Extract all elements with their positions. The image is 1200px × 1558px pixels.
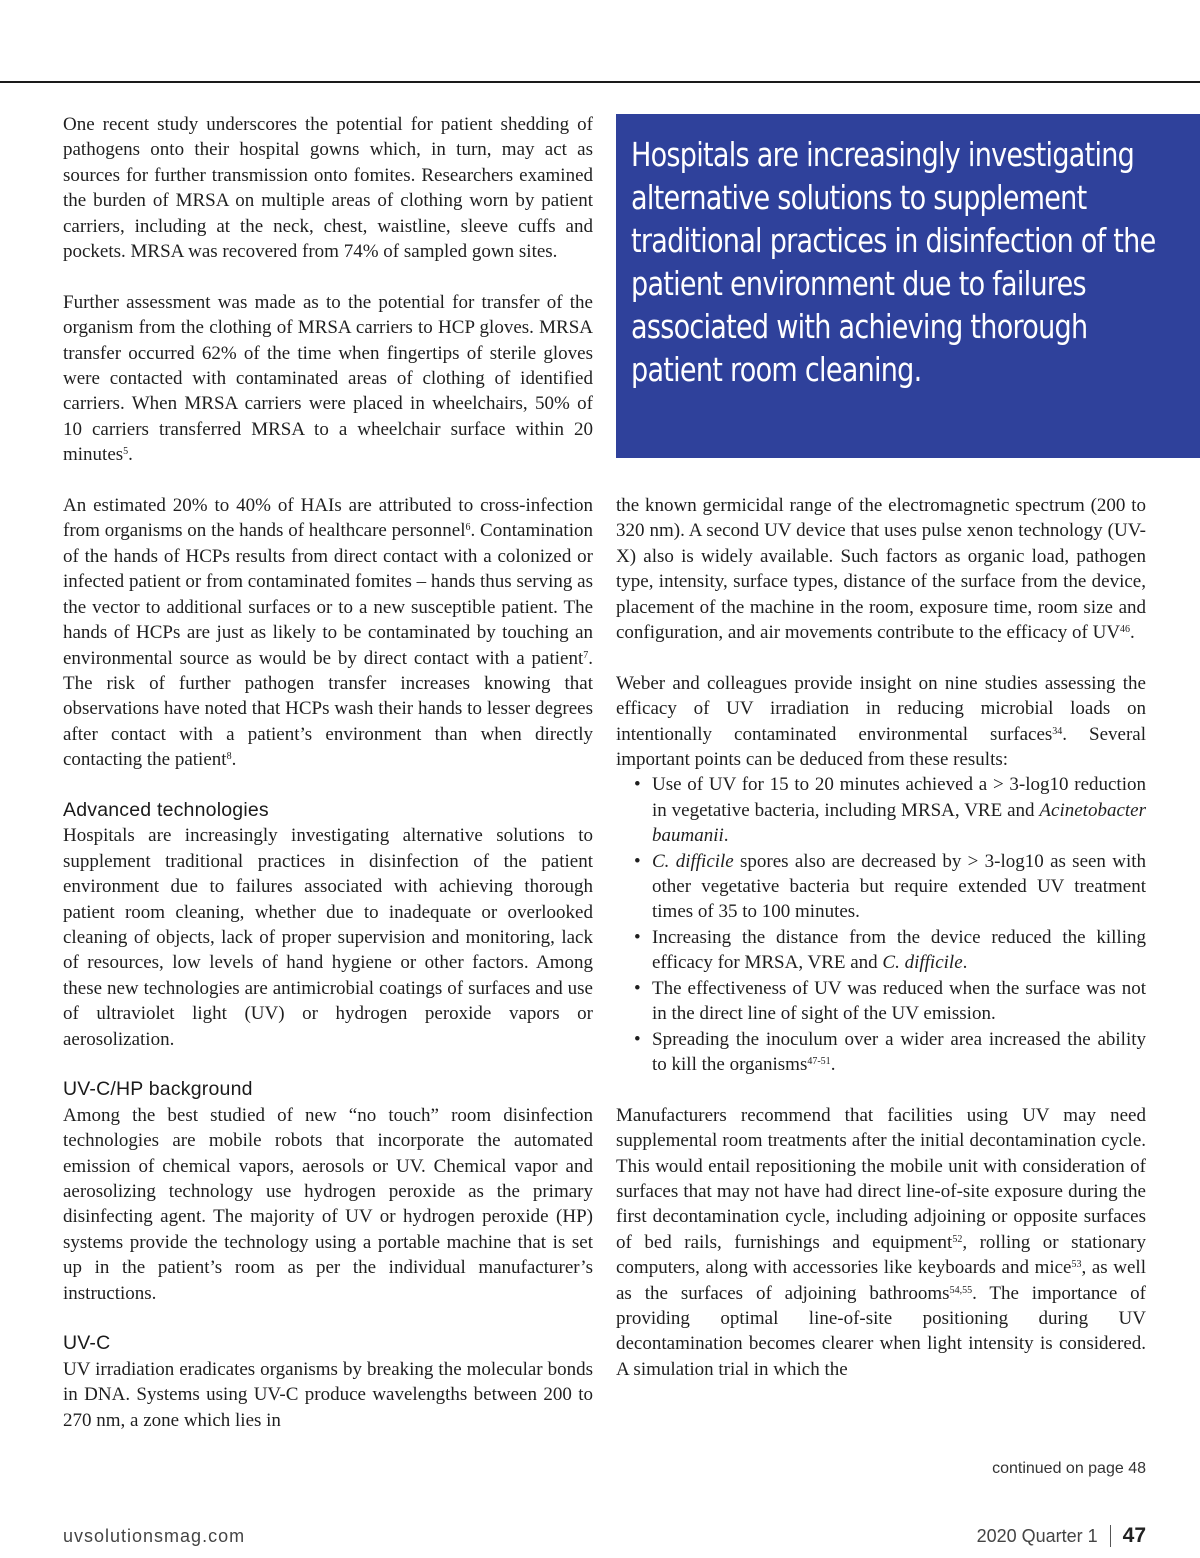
continued-note: continued on page 48 [992,1460,1146,1477]
paragraph-text: Hospitals are increasingly investigating alternative solutions to supplement traditional practices in disinfection of the patient environment due to failures associated with achieving thorough patient room cleaning, whether due to inadequate or overlooked cleaning of objects, lack of proper supervision and monitoring, lack of resources, low levels of hand hygiene or other factors. Among these new technologies are antimicrobial coatings of surfaces and use of ultraviolet light (UV) or hydrogen peroxide vapors or aerosolization. [63,825,593,1050]
paragraph [616,671,1146,773]
organism-name: C. difficile [652,850,734,872]
reference-number: 5 [123,446,129,458]
list-item: • C. difficile spores also are decreased by > 3-log10 as seen with other vegetative bacteria but require extended UV treatment times of 35 to 100 minutes. [616,849,1146,925]
list-item: • The effectiveness of UV was reduced when the surface was not in the direct line of sight of the UV emission. [616,976,1146,1027]
paragraph: the known germicidal range of the electromagnetic spectrum (200 to 320 nm). A second UV device that uses pulse xenon technology (UV-X) also is widely available. Such factors as organic load, pathogen type, intensity, surface types, distance of the surface from the device, placement of the machine in the room, exposure time, room size and configuration, and air movements contribute to the efficacy of UV$^{46}$. [616,495,1146,644]
pull-quote-text: Hospitals are increasingly investigating alternative solutions to supplement traditional practices in disinfection of the patient environment due to failures associated with achieving thorough patient room cleaning. [631,135,1156,389]
list-item: • Increasing the distance from the device reduced the killing efficacy for MRSA, VRE and C. difficile. [616,925,1146,976]
paragraph-text: Further assessment was made as to the potential for transfer of the organism from the clothing of MRSA carriers to HCP gloves. MRSA transfer occurred 62% of the time when fingertips of sterile gloves were contacted with contaminated areas of clothing of identified carriers. When MRSA carriers were placed in wheelchairs, 50% of 10 carriers transferred MRSA to a wheelchair surface within 20 minutes [63,291,593,466]
footer-site: uvsolutionsmag.com [63,1526,246,1546]
reference-number: 54,55 [949,1284,973,1296]
organism-name: Acinetobacter baumanii [652,799,1146,847]
paragraph-text: . Several important points can be deduced from these results: [616,723,1146,771]
paragraph [63,112,593,264]
findings-list [616,772,1146,1077]
reference-number: 47-51 [807,1055,831,1067]
top-rule [0,81,1200,83]
footer-separator [1110,1525,1111,1547]
page-number: 47 [1122,1524,1146,1547]
paragraph-text: Manufacturers recommend that facilities using UV may need supplemental room treatments after the initial decontamination cycle. This would entail repositioning the mobile unit with consideration of surfaces that may not have had direct line-of-site exposure during the first decontamination cycle, including adjoining or opposite surfaces of bed rails, furnishings and equipment [616,1104,1146,1253]
paragraph-text: . The risk of further pathogen transfer increases knowing that observations have noted that HCPs wash their hands to lesser degrees after contact with a patient’s environment than when directly contacting the patient [63,647,593,771]
footer-issue-info [977,1524,1146,1548]
paragraph [63,823,593,1052]
paragraph [63,1103,593,1306]
right-column [616,493,1146,1382]
paragraph: Further assessment was made as to the potential for transfer of the organism from the clothing of MRSA carriers to HCP gloves. MRSA transfer occurred 62% of the time when fingertips of sterile gloves were contacted with contaminated areas of clothing of identified carriers. When MRSA carriers were placed in wheelchairs, 50% of 10 carriers transferred MRSA to a wheelchair surface within 20 minutes$^5$. [63,291,593,466]
reference-number: 8 [226,751,232,763]
list-item: • Use of UV for 15 to 20 minutes achieved a > 3-log10 reduction in vegetative bacteria, including MRSA, VRE and Acinetobacter baumanii. [616,772,1146,848]
paragraph-text: the known germicidal range of the electromagnetic spectrum (200 to 320 nm). A second UV device that uses pulse xenon technology (UV-X) also is widely available. Such factors as organic load, pathogen type, intensity, surface types, distance of the surface from the device, placement of the machine in the room, exposure time, room size and configuration, and air movements contribute to the efficacy of UV [616,495,1146,644]
paragraph-text: Weber and colleagues provide insight on nine studies assessing the efficacy of UV irradiation in reducing microbial loads on intentionally contaminated environmental surfaces [616,672,1146,745]
paragraph-text: , rolling or stationary computers, along with accessories like keyboards and mice [616,1231,1146,1279]
section-heading: Advanced technologies [63,798,269,821]
paragraph-text: . Contamination of the hands of HCPs results from direct contact with a colonized or infected patient or from contaminated fomites – hands thus serving as the vector to additional surfaces or to a new susceptible patient. The hands of HCPs are just as likely to be contaminated by touching an environmental source as would be by direct contact with a patient [63,520,593,669]
pull-quote [616,114,1200,458]
paragraph-text: , as well as the surfaces of adjoining bathrooms [616,1257,1146,1304]
paragraph [616,1103,1146,1382]
reference-number: 6 [465,522,471,534]
reference-number: 46 [1120,624,1131,636]
reference-number: 52 [952,1233,963,1245]
paragraph-text: UV irradiation eradicates organisms by breaking the molecular bonds in DNA. Systems using UV-C produce wavelengths between 200 to 270 nm, a zone which lies in [63,1358,593,1431]
paragraph: An estimated 20% to 40% of HAIs are attributed to cross-infection from organisms on the hands of healthcare personnel$^6$. Contamination of the hands of HCPs results from direct contact with a colonized or infected patient or from contaminated fomites – hands thus serving as the vector to additional surfaces or to a new susceptible patient. The hands of HCPs are just as likely to be contaminated by touching an environmental source as would be by direct contact with a patient$^7$. The risk of further pathogen transfer increases knowing that observations have noted that HCPs wash their hands to lesser degrees after contact with a patient’s environment than when directly contacting the patient$^8$. [63,495,593,771]
paragraph-text: An estimated 20% to 40% of HAIs are attributed to cross-infection from organisms on the hands of healthcare personnel [63,495,593,542]
reference-number: 34 [1052,725,1063,737]
organism-name: C. difficile [882,952,963,974]
paragraph-text: Among the best studied of new “no touch” room disinfection technologies are mobile robots that incorporate the automated emission of chemical vapors, aerosols or UV. Chemical vapor and aerosolizing technology use hydrogen peroxide as the primary disinfecting agent. The majority of UV or hydrogen peroxide (HP) systems provide the technology using a portable machine that is set up in the patient’s room as per the individual manufacturer’s instructions. [63,1104,593,1304]
reference-number: 53 [1071,1259,1082,1271]
paragraph [63,1357,593,1433]
list-item: • Spreading the inoculum over a wider area increased the ability to kill the organisms$^{47-51}$. [616,1027,1146,1078]
reference-number: 7 [583,649,589,661]
left-column [63,112,593,1433]
section-heading: UV-C [63,1332,111,1355]
section-heading: UV-C/HP background [63,1078,253,1101]
paragraph-text: . The importance of providing optimal line-of-site positioning during UV decontamination becomes clearer when light intensity is considered. A simulation trial in which the [616,1282,1146,1380]
paragraph-text: One recent study underscores the potential for patient shedding of pathogens onto their hospital gowns which, in turn, may act as sources for further transmission onto fomites. Researchers examined the burden of MRSA on multiple areas of clothing worn by patient carriers, including at the neck, chest, waistline, sleeve cuffs and pockets. MRSA was recovered from 74% of sampled gown sites. [63,114,593,263]
footer-issue: 2020 Quarter 1 [976,1525,1098,1546]
